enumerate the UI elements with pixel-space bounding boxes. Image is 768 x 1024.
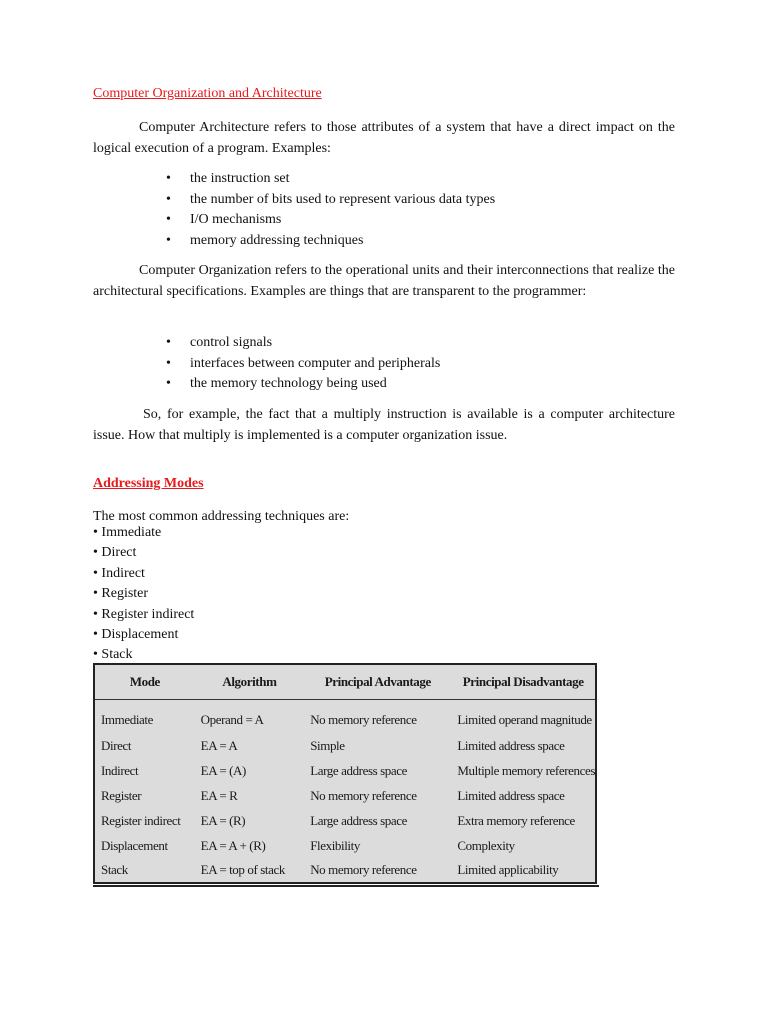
list-item: • interfaces between computer and peripherals bbox=[93, 354, 440, 375]
bullet-icon: • bbox=[166, 212, 171, 227]
cell-mode: Displacement bbox=[101, 837, 168, 853]
list-item: • the number of bits used to represent various data types bbox=[93, 190, 495, 211]
cell-algorithm: EA = (A) bbox=[200, 763, 246, 779]
bullet-icon: • bbox=[166, 355, 171, 371]
list-item: • Direct bbox=[93, 545, 137, 561]
cell-algorithm: EA = (R) bbox=[200, 812, 246, 828]
list-item: • Immediate bbox=[93, 525, 162, 540]
cell-disadvantage: Limited address space bbox=[457, 787, 565, 803]
cell-advantage: Simple bbox=[310, 738, 345, 754]
list-item: • Indirect bbox=[93, 565, 145, 581]
bullet-icon: • bbox=[166, 376, 171, 391]
cell-advantage: No memory reference bbox=[310, 712, 417, 727]
addressing-intro: The most common addressing techniques are: bbox=[93, 509, 350, 524]
cell-advantage: Flexibility bbox=[310, 837, 360, 853]
cell-algorithm: EA = R bbox=[200, 787, 238, 803]
cell-disadvantage: Extra memory reference bbox=[457, 812, 575, 828]
cell-advantage: Large address space bbox=[310, 763, 408, 779]
cell-disadvantage: Multiple memory references bbox=[457, 763, 595, 779]
column-header-mode: Mode bbox=[95, 665, 195, 700]
addressing-modes-list bbox=[93, 523, 194, 666]
cell-advantage: No memory reference bbox=[310, 862, 417, 878]
bullet-icon: • bbox=[166, 232, 171, 248]
bullet-icon: • bbox=[166, 171, 171, 186]
table-row bbox=[95, 858, 595, 883]
table-row bbox=[95, 784, 595, 809]
cell-disadvantage: Limited address space bbox=[457, 738, 565, 754]
column-header-disadvantage: Principal Disadvantage bbox=[451, 665, 595, 700]
cell-mode: Register indirect bbox=[101, 812, 181, 828]
cell-algorithm: EA = A bbox=[200, 738, 238, 754]
table-header-row bbox=[95, 665, 595, 700]
table-row bbox=[95, 833, 595, 858]
table-row bbox=[95, 734, 595, 759]
list-item: • Stack bbox=[93, 647, 133, 663]
list-item: • the instruction set bbox=[93, 169, 495, 190]
document-title: Computer Organization and Architecture bbox=[93, 86, 322, 101]
addressing-modes-table bbox=[93, 663, 597, 884]
list-item: • Register bbox=[93, 586, 149, 602]
cell-mode: Register bbox=[101, 787, 142, 803]
column-header-algorithm: Algorithm bbox=[195, 665, 305, 700]
cell-advantage: Large address space bbox=[310, 812, 408, 828]
list-item: • the memory technology being used bbox=[93, 374, 440, 395]
table-row bbox=[95, 808, 595, 833]
organization-paragraph: Computer Organization refers to the operational units and their interconnections that realize the architectural specifications. Examples are things that are transparent to the programmer: bbox=[93, 263, 675, 299]
cell-disadvantage: Limited applicability bbox=[457, 862, 559, 878]
bullet-icon: • bbox=[166, 191, 171, 207]
cell-mode: Direct bbox=[101, 738, 132, 754]
architecture-examples-list bbox=[93, 169, 495, 251]
cell-advantage: No memory reference bbox=[310, 787, 417, 803]
list-item: • Register indirect bbox=[93, 606, 195, 622]
cell-disadvantage: Limited operand magnitude bbox=[457, 712, 592, 727]
cell-algorithm: EA = top of stack bbox=[200, 862, 285, 878]
bullet-icon: • bbox=[166, 335, 171, 350]
cell-algorithm: EA = A + (R) bbox=[200, 837, 266, 853]
cell-mode: Immediate bbox=[101, 712, 153, 727]
list-item: • I/O mechanisms bbox=[93, 210, 495, 231]
table-row bbox=[95, 759, 595, 784]
column-header-advantage: Principal Advantage bbox=[304, 665, 451, 700]
summary-paragraph: So, for example, the fact that a multiply instruction is available is a computer architecture issue. How that multiply is implemented is a computer organization issue. bbox=[93, 407, 675, 443]
cell-algorithm: Operand = A bbox=[200, 712, 264, 727]
list-item: • control signals bbox=[93, 333, 440, 354]
organization-examples-list bbox=[93, 333, 440, 395]
table-bottom-rule bbox=[93, 885, 599, 887]
table-row bbox=[95, 700, 595, 735]
addressing-modes-heading: Addressing Modes bbox=[93, 476, 204, 491]
list-item: • Displacement bbox=[93, 627, 179, 643]
cell-mode: Stack bbox=[101, 862, 128, 878]
architecture-paragraph: Computer Architecture refers to those attributes of a system that have a direct impact on the logical execution of a program. Examples: bbox=[93, 120, 675, 156]
cell-disadvantage: Complexity bbox=[457, 837, 515, 853]
list-item: • memory addressing techniques bbox=[93, 231, 495, 252]
cell-mode: Indirect bbox=[101, 763, 139, 779]
